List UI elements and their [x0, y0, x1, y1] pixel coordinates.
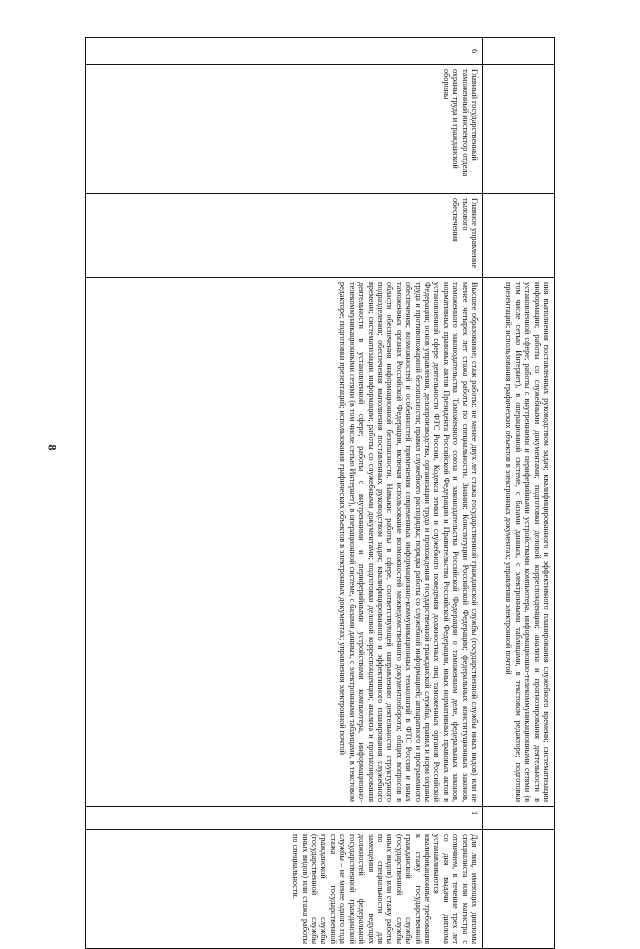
cell-count-empty [483, 807, 555, 830]
cell-note: Для лиц, имеющих дипломы специалиста или магистра с отличием, в течение трех лет со дня выдачи диплома устанавливаются квалификационные требования к стажу государственной гражданской службы (государственной службы иных видов) или стажу работы по специальности для замещения ведущих должностей федеральной государственной гражданской службы – не менее одного года стажа государственной гражданской службы (государственной службы иных видов) или стажа работы по специальности. [86, 830, 483, 949]
cell-number-empty [483, 38, 555, 65]
cell-position: Главный государственный таможенный инспектор отдела охраны труда и гражданской обороны [86, 65, 483, 194]
cell-requirements-continued: ния выполнения поставленных руководством задач; квалифицированного и эффективного планирования служебного времени; систематизации информации; работы со служебными документами; подготовки деловой корреспонденции; анализа и прогнозирования деятельности в установленной сфере; работы с внутренними и периферийными устройствами компьютера, информационно-телекоммуникационными сетями (в том числе сетью Интернет), в операционной системе, с базами данных, с электронными таблицами, в текстовом редакторе; подготовки презентаций; использования графических объектов в электронных документах; управления электронной почтой [483, 278, 555, 807]
cell-note-empty [483, 830, 555, 949]
cell-position-empty [483, 65, 555, 194]
cell-department-empty [483, 194, 555, 278]
cell-requirements: Высшее образование; стаж работы: не менее двух лет стажа государственной гражданской службы (государственной службы иных видов) или не менее четырех лет стажа работы по специальности. Знания: Конституции Российской Федерации; федеральных конституционных законов, таможенного законодательства Таможенного союза и законодательства Российской Федерации о таможенном деле, федеральных законов, нормативных правовых актов Президента Российской Федерации и Правительства Российской Федерации, иных нормативных правовых актов в установленной сфере деятельности ФТС России, Кодекса этики и служебного поведения должностных лиц таможенных органов Российской Федерации; основ управления, делопроизводства, организации труда и прохождения государственной гражданской службы, правил и норм охраны труда и противопожарной безопасности; правил служебного распорядка; порядка работы со служебной информацией; аппаратного и программного обеспечения; возможностей и особенностей применения современных информационно-коммуникационных технологий в ФТС России и иных таможенных органах Российской Федерации, включая использование возможностей межведомственного документооборота; общих вопросов в области обеспечения информационной безопасности. Навыки: работы в сфере, соответствующей направлению деятельности структурного подразделения; обеспечения выполнения поставленных руководством задач; квалифицированного и эффективного планирования служебного времени; систематизации информации; работы со служебными документами; подготовки деловой корреспонденции; анализа и прогнозирования деятельности в установленной сфере; работы с внутренними и периферийными устройствами компьютера, информационно-телекоммуникационными сетями (в том числе сетью Интернет), в операционной системе, с базами данных, с электронными таблицами, в текстовом редакторе; подготовки презентаций; использования графических объектов в электронных документах; управления электронной почтой [86, 278, 483, 807]
cell-department: Главное управление тылового обеспечения [86, 194, 483, 278]
cell-number: 6 [86, 38, 483, 65]
table-row-continued [483, 38, 555, 949]
page-number: 8 [45, 444, 60, 451]
table-row [86, 38, 483, 949]
cell-count: 1 [86, 807, 483, 830]
rotated-table-wrapper [85, 37, 555, 944]
qualification-table [85, 37, 555, 949]
